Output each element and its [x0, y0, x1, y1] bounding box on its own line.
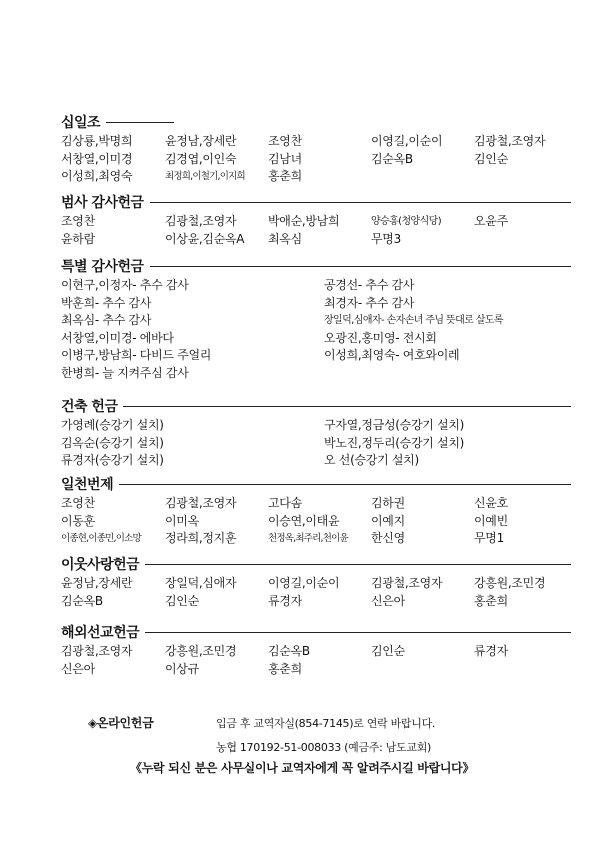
section-header — [61, 113, 571, 131]
divider — [150, 266, 571, 267]
name-cell: 이상규 — [165, 661, 199, 676]
section-header — [61, 397, 571, 415]
section-header — [61, 475, 571, 493]
name-cell: 장일덕,심애자- 손자손녀 주님 뜻대로 살도록 — [324, 315, 503, 327]
name-cell: 최경자- 추수 감사 — [324, 295, 415, 310]
name-cell: 윤하람 — [61, 231, 95, 246]
section-title: 이웃사랑헌금 — [61, 557, 140, 573]
name-cell — [324, 365, 571, 383]
name-cell: 서창열,이미경 — [61, 151, 133, 166]
name-cell: 한신영 — [371, 531, 405, 546]
name-cell: 이승연,이태윤 — [268, 513, 340, 528]
section-title: 십일조 — [61, 115, 101, 131]
name-cell — [474, 168, 571, 186]
name-cell: 이병구,방남희- 다비드 주얼리 — [61, 348, 212, 363]
name-cell: 오광진,홍미영- 전시회 — [324, 330, 437, 345]
name-grid — [61, 643, 571, 678]
name-cell: 홍춘희 — [474, 593, 508, 608]
name-cell — [474, 661, 571, 679]
name-cell: 무명1 — [474, 531, 504, 546]
divider — [145, 564, 571, 565]
name-cell: 서창열,이미경- 에바다 — [61, 330, 174, 345]
name-cell: 공경선- 추수 감사 — [324, 278, 415, 292]
name-cell: 박애순,방남희 — [268, 214, 340, 228]
divider — [150, 202, 571, 203]
name-cell: 윤정남,장세란 — [61, 576, 133, 590]
name-cell: 김상룡,박명희 — [61, 134, 133, 148]
name-cell: 무명3 — [371, 231, 401, 246]
section-title: 특별 감사헌금 — [61, 259, 144, 275]
name-cell: 박훈희- 추수 감사 — [61, 295, 152, 310]
online-offering-contact: 입금 후 교역자실(854-7145)로 연락 바랍니다. — [216, 717, 436, 730]
name-cell: 김광철,조영자 — [61, 644, 133, 658]
name-grid — [61, 133, 571, 186]
name-cell: 오 선(승강기 설치) — [324, 453, 419, 468]
name-grid — [61, 277, 571, 383]
name-cell: 최정희,이철기,이지희 — [165, 171, 245, 183]
name-cell: 조영찬 — [61, 214, 95, 228]
name-cell: 양승홍(청양식당) — [371, 216, 442, 227]
name-cell: 신은아 — [371, 593, 405, 608]
name-cell: 이현구,이정자- 추수 감사 — [61, 278, 189, 292]
name-cell: 이상윤,김순옥A — [165, 231, 245, 246]
name-cell: 강흥원,조민경 — [165, 644, 237, 658]
name-cell: 홍춘희 — [268, 661, 302, 676]
name-cell: 구자열,정금성(승강기 설치) — [324, 418, 465, 432]
divider — [123, 406, 571, 407]
name-cell: 조영찬 — [61, 496, 95, 510]
section-tithe — [61, 113, 571, 186]
name-cell: 고다솜 — [268, 496, 302, 510]
name-cell: 신은아 — [61, 661, 95, 676]
name-grid — [61, 417, 571, 470]
divider — [106, 122, 174, 123]
name-cell: 김남녀 — [268, 151, 302, 166]
section-building — [61, 397, 571, 470]
section-overseas-mission — [61, 623, 571, 678]
name-cell: 강흥원,조민경 — [474, 576, 546, 590]
section-thousand-offering — [61, 475, 571, 548]
name-grid — [61, 495, 571, 548]
section-title: 해외선교헌금 — [61, 625, 140, 641]
name-cell: 이영길,이순이 — [371, 134, 443, 148]
name-cell: 김광철,조영자 — [474, 134, 546, 148]
name-cell: 가영례(승강기 설치) — [61, 418, 164, 432]
notice: 《누락 되신 분은 사무실이나 교역자에게 꼭 알려주시길 바랍니다》 — [130, 761, 475, 775]
name-cell: 김인순 — [371, 644, 405, 658]
name-cell: 류경자(승강기 설치) — [61, 453, 164, 468]
name-cell: 김옥순(승강기 설치) — [61, 435, 164, 450]
name-cell: 김광철,조영자 — [371, 576, 443, 590]
divider — [145, 632, 571, 633]
divider — [119, 484, 571, 485]
name-cell: 김광철,조영자 — [165, 214, 237, 228]
name-cell: 김인순 — [474, 151, 508, 166]
name-cell: 신윤호 — [474, 496, 508, 510]
name-cell: 김광철,조영자 — [165, 496, 237, 510]
name-cell: 장일덕,심애자 — [165, 576, 237, 590]
name-cell: 이예지 — [371, 513, 405, 528]
name-cell: 이성희,최영숙- 여호와이레 — [324, 348, 460, 363]
name-cell: 이동훈 — [61, 513, 95, 528]
name-cell: 최옥심 — [268, 231, 302, 246]
name-cell: 천정옥,최주리,천이윤 — [268, 533, 348, 545]
section-header — [61, 555, 571, 573]
section-title: 일천번제 — [61, 477, 114, 493]
name-cell: 류경자 — [474, 644, 508, 658]
section-header — [61, 623, 571, 641]
name-cell: 이종현,이종민,이소망 — [61, 533, 141, 545]
name-grid — [61, 575, 571, 610]
section-neighbor-love — [61, 555, 571, 610]
name-cell: 한병희- 늘 지켜주심 감사 — [61, 365, 189, 380]
name-cell: 박노진,정두리(승강기 설치) — [324, 435, 465, 450]
name-cell: 김인순 — [165, 593, 199, 608]
section-title: 건축 헌금 — [61, 399, 118, 415]
name-cell: 김순옥B — [268, 644, 310, 658]
section-title: 범사 감사헌금 — [61, 195, 144, 211]
name-cell: 이미옥 — [165, 513, 199, 528]
name-cell: 이영길,이순이 — [268, 576, 340, 590]
name-cell — [371, 168, 474, 186]
name-cell: 정라희,정지훈 — [165, 531, 237, 546]
name-cell: 류경자 — [268, 593, 302, 608]
name-cell: 김순옥B — [61, 593, 103, 608]
name-cell: 오윤주 — [474, 214, 508, 228]
bank-account: 농협 170192-51-008033 (예금주: 남도교회) — [216, 741, 432, 754]
section-special-thanks — [61, 257, 571, 383]
name-cell: 김하권 — [371, 496, 405, 510]
name-cell: 이예빈 — [474, 513, 508, 528]
section-header — [61, 193, 571, 211]
name-cell: 윤정남,장세란 — [165, 134, 237, 148]
name-cell: 김경엽,이인숙 — [165, 151, 237, 166]
name-cell: 조영찬 — [268, 134, 302, 148]
name-cell: 최옥심- 추수 감사 — [61, 313, 152, 328]
section-general-thanks — [61, 193, 571, 248]
name-cell: 이성희,최영숙 — [61, 169, 133, 184]
name-cell: 홍춘희 — [268, 169, 302, 184]
name-cell — [371, 661, 474, 679]
online-offering-label: ◈온라인헌금 — [88, 716, 154, 730]
name-cell: 김순옥B — [371, 151, 413, 166]
name-cell — [474, 231, 571, 249]
section-header — [61, 257, 571, 275]
name-grid — [61, 213, 571, 248]
